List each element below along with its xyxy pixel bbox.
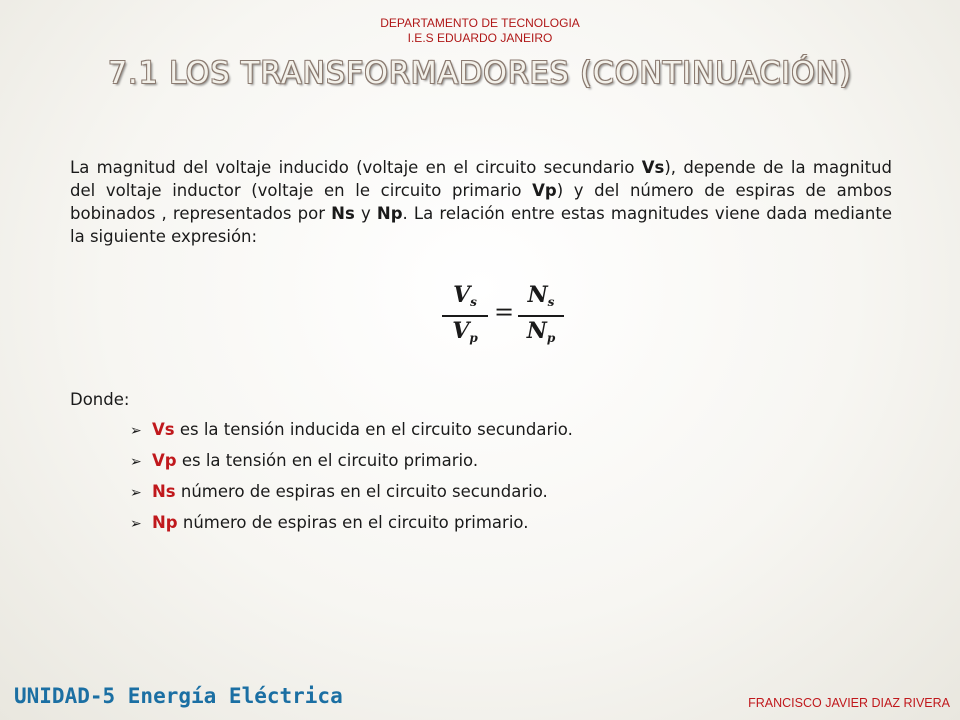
numerator-vs: $V_s$ xyxy=(453,282,477,309)
arrow-bullet-icon: ➢ xyxy=(130,485,142,501)
turns-fraction xyxy=(518,280,564,352)
list-item xyxy=(130,480,573,511)
paragraph-text: . La relación entre estas magnitudes viene dada mediante la siguiente expresión: xyxy=(70,204,892,246)
definition-text: número de espiras en el circuito secundario. xyxy=(175,482,548,501)
paragraph-text: La magnitud del voltaje inducido (voltaje en el circuito secundario xyxy=(70,158,642,177)
definitions-list xyxy=(130,418,573,542)
slide-title: 7.1 LOS TRANSFORMADORES (CONTINUACIÓN) xyxy=(107,56,853,91)
definition-text: es la tensión en el circuito primario. xyxy=(176,451,479,470)
voltage-ratio-formula xyxy=(442,280,562,352)
paragraph-text: ), depende de la magnitud del voltaje inductor (voltaje en le circuito primario xyxy=(70,158,892,200)
list-item xyxy=(130,418,573,449)
header xyxy=(0,16,960,46)
definition-term: Vp xyxy=(152,451,177,470)
paragraph-text: ) y del número de espiras de ambos bobinados , representados por xyxy=(70,181,892,223)
definition-term: Ns xyxy=(152,482,176,501)
arrow-bullet-icon: ➢ xyxy=(130,454,142,470)
definition-text: es la tensión inducida en el circuito secundario. xyxy=(174,420,573,439)
arrow-bullet-icon: ➢ xyxy=(130,423,142,439)
fraction-bar xyxy=(442,315,488,317)
department-name: DEPARTAMENTO DE TECNOLOGIA xyxy=(380,16,580,30)
term-np: Np xyxy=(376,204,403,223)
denominator-vp: $V_p$ xyxy=(452,318,478,345)
author-footer: FRANCISCO JAVIER DIAZ RIVERA xyxy=(748,696,950,710)
term-vs: Vs xyxy=(641,158,665,177)
paragraph-text: y xyxy=(354,204,377,223)
equals-sign: = xyxy=(493,298,515,326)
definition-term: Vs xyxy=(152,420,175,439)
numerator-ns: $N_s$ xyxy=(527,282,555,309)
definition-text: número de espiras en el circuito primario. xyxy=(177,513,529,532)
fraction-bar xyxy=(518,315,564,317)
intro-paragraph xyxy=(70,156,892,248)
donde-label: Donde: xyxy=(70,390,130,409)
denominator-np: $N_p$ xyxy=(526,318,556,345)
voltage-fraction xyxy=(442,280,488,352)
school-name: I.E.S EDUARDO JANEIRO xyxy=(407,31,553,45)
unit-footer: UNIDAD-5 Energía Eléctrica xyxy=(14,684,343,708)
definition-term: Np xyxy=(152,513,178,532)
list-item xyxy=(130,511,573,542)
list-item xyxy=(130,449,573,480)
term-ns: Ns xyxy=(331,204,355,223)
arrow-bullet-icon: ➢ xyxy=(130,516,142,532)
term-vp: Vp xyxy=(532,181,557,200)
